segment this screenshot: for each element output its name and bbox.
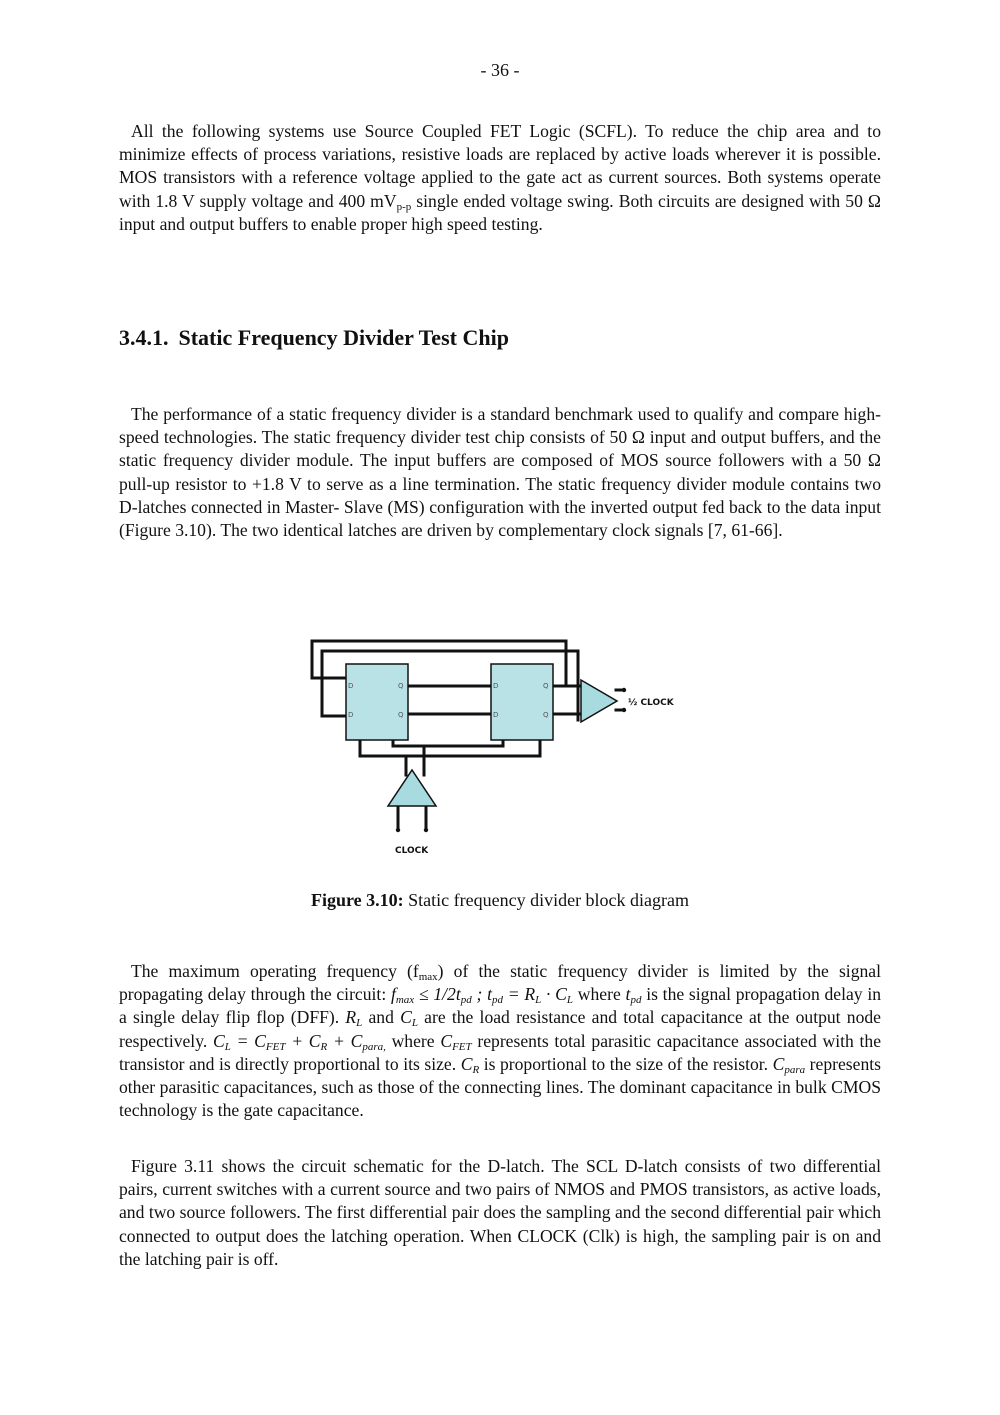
section-title: Static Frequency Divider Test Chip — [178, 325, 509, 350]
clock-label: CLOCK — [395, 846, 429, 856]
divider-block-diagram — [300, 630, 700, 860]
d-latch-paragraph: Figure 3.11 shows the circuit schematic for the D-latch. The SCL D-latch consists of two differential pairs, current switches with a current source and two pairs of NMOS and PMOS transistors, as active loads, and two source followers. The first differential pair does the sampling and the second differential pair which connected to output does the latching operation. When CLOCK (Clk) is high, the sampling pair is on and the latching pair is off. — [119, 1156, 881, 1269]
svg-text:D: D — [493, 682, 499, 690]
figure-caption: Figure 3.10: Static frequency divider block diagram — [310, 890, 690, 910]
svg-text:Q: Q — [543, 682, 549, 690]
svg-text:D: D — [348, 711, 354, 719]
svg-text:Q: Q — [398, 711, 404, 719]
section-heading — [119, 325, 509, 351]
half-clock-label: ½ CLOCK — [628, 698, 674, 708]
fmax-paragraph: The maximum operating frequency $(f_{max})$ of the static frequency divider is limited by the signal propagating delay through the circuit: $f_{max} \le 1/2t_{pd}$ ; $t_{pd} = R_L \cdot C_L$ where $t_{pd}$ is the signal propagation delay in a single delay flip flop (DFF). $R_L$ and $C_L$ are the load resistance and total capacitance at the output node respectively. $C_L = C_{FET} + C_R + C_{para,}$ where $C_{FET}$ represents total parasitic capacitance associated with the transistor and is directly proportional to its size. $C_R$ is proportional to the size of the resistor. $C_{para}$ represents other parasitic capacitances, such as those of the connecting lines. The dominant capacitance in bulk CMOS technology is the gate capacitance. — [119, 961, 882, 1121]
svg-text:D: D — [493, 711, 499, 719]
intro-paragraph: All the following systems use Source Coupled FET Logic (SCFL). To reduce the chip area and to minimize effects of process variations, resistive loads are replaced by active loads wherever it is possible. MOS transistors with a reference voltage applied to the gate act as current sources. Both systems operate with 1.8 V supply voltage and 400 $mV_{p-p}$ single ended voltage swing. Both circuits are designed with 50 Ω input and output buffers to enable proper high speed testing. — [119, 121, 881, 234]
section-number: 3.4.1. — [119, 325, 169, 350]
fmax-formula: $f_{max} \le 1/2t_{pd}$ ; $t_{pd} = R_L \cdot C_L$ — [390, 984, 574, 1007]
clock-wire-b — [393, 740, 503, 746]
divider-description-paragraph: The performance of a static frequency divider is a standard benchmark used to qualify and compare high-speed technologies. The static frequency divider test chip consists of 50 Ω input and output buffers, and the static frequency divider module. The input buffers are composed of MOS source followers with a 50 Ω pull-up resistor to +1.8 V to serve as a line termination. The static frequency divider module contains two D-latches connected in Master- Slave (MS) configuration with the inverted output fed back to the data input (Figure 3.10). The two identical latches are driven by complementary clock signals [7, 61-66]. — [119, 404, 881, 541]
page-number: - 36 - — [480, 60, 520, 80]
clock-input-buffer — [388, 770, 436, 806]
svg-text:Q: Q — [543, 711, 549, 719]
svg-text:Q: Q — [398, 682, 404, 690]
master-d-latch — [346, 664, 408, 740]
slave-d-latch — [491, 664, 553, 740]
output-buffer — [581, 680, 617, 722]
svg-text:D: D — [348, 682, 354, 690]
clock-wire-a — [360, 740, 540, 756]
